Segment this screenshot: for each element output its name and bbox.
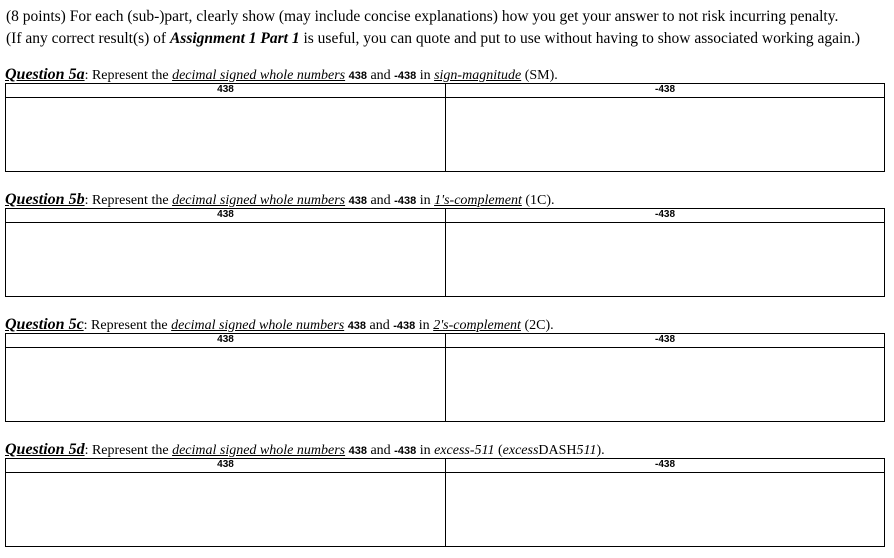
- answer-cell-negative[interactable]: [446, 223, 884, 296]
- answer-table-header: [6, 84, 884, 98]
- heading-representation: sign-magnitude: [434, 68, 522, 83]
- question-5d-heading: [5, 442, 885, 458]
- answer-cell-positive[interactable]: [6, 348, 446, 421]
- heading-representation: 2's-complement: [433, 318, 521, 333]
- answer-table-body: [6, 98, 884, 171]
- answer-table-5c: [5, 333, 885, 422]
- heading-phrase: decimal signed whole numbers: [172, 443, 346, 458]
- heading-in: in: [415, 318, 434, 333]
- answer-table-5d: [5, 458, 885, 547]
- heading-and: and: [366, 318, 394, 333]
- heading-abbreviation-part-3: 511: [576, 443, 597, 458]
- column-header-negative: -438: [654, 84, 675, 95]
- answer-table-header: [6, 209, 884, 223]
- question-5b-section: [5, 192, 885, 297]
- heading-abbreviation-open: (: [494, 443, 503, 458]
- answer-cell-positive[interactable]: [6, 98, 446, 171]
- heading-text: : Represent the: [83, 318, 172, 333]
- question-5c-section: [5, 317, 885, 422]
- question-5b-heading: [5, 192, 885, 208]
- column-header-positive: 438: [6, 209, 446, 222]
- answer-table-5b: [5, 208, 885, 297]
- heading-phrase: decimal signed whole numbers: [172, 193, 346, 208]
- column-header-negative: -438: [654, 459, 675, 470]
- question-5a-heading: [5, 67, 885, 83]
- column-header-negative: -438: [654, 209, 675, 220]
- heading-number-positive: 438: [348, 445, 367, 457]
- heading-representation: excess-511: [434, 443, 495, 458]
- answer-cell-negative[interactable]: [446, 473, 884, 546]
- heading-abbreviation-close: ).: [596, 443, 605, 458]
- answer-table-header: [6, 334, 884, 348]
- heading-and: and: [366, 68, 395, 83]
- question-5a-label: Question 5a: [5, 66, 85, 83]
- question-5c-label: Question 5c: [5, 316, 84, 333]
- question-5d-label: Question 5d: [5, 441, 85, 458]
- assignment-reference: Assignment 1 Part 1: [169, 30, 300, 47]
- question-5c-heading: [5, 317, 885, 333]
- heading-number-negative: -438: [394, 70, 417, 82]
- heading-and: and: [366, 443, 395, 458]
- answer-table-5a: [5, 83, 885, 172]
- instructions-line-2-post: is useful, you can quote and put to use without having to show associated working again.): [299, 30, 861, 47]
- heading-text: : Represent the: [84, 68, 173, 83]
- heading-abbreviation: (SM).: [521, 68, 558, 83]
- heading-representation: 1's-complement: [434, 193, 522, 208]
- heading-phrase: decimal signed whole numbers: [172, 68, 346, 83]
- column-header-positive: 438: [6, 84, 446, 97]
- heading-in: in: [416, 443, 435, 458]
- instructions-line-2: [6, 28, 890, 50]
- heading-and: and: [366, 193, 395, 208]
- heading-number-negative: -438: [393, 320, 416, 332]
- heading-number-positive: 438: [348, 195, 367, 207]
- column-header-positive: 438: [6, 459, 446, 472]
- heading-abbreviation-part-2: DASH: [538, 443, 577, 458]
- heading-phrase: decimal signed whole numbers: [171, 318, 345, 333]
- answer-cell-positive[interactable]: [6, 223, 446, 296]
- answer-table-body: [6, 473, 884, 546]
- heading-in: in: [416, 193, 435, 208]
- question-5d-section: [5, 442, 885, 547]
- answer-table-header: [6, 459, 884, 473]
- column-header-positive: 438: [6, 334, 446, 347]
- heading-text: : Represent the: [84, 443, 173, 458]
- question-5a-section: [5, 67, 885, 172]
- heading-number-positive: 438: [348, 70, 367, 82]
- column-header-negative: -438: [654, 334, 675, 345]
- answer-table-body: [6, 223, 884, 296]
- answer-cell-negative[interactable]: [446, 348, 884, 421]
- heading-number-positive: 438: [347, 320, 367, 332]
- instructions-line-2-pre: (If any correct result(s) of: [6, 30, 170, 47]
- instructions: [6, 6, 890, 50]
- heading-abbreviation-part-1: excess: [502, 443, 539, 458]
- question-5b-label: Question 5b: [5, 191, 85, 208]
- answer-cell-positive[interactable]: [6, 473, 446, 546]
- heading-abbreviation: (1C).: [521, 193, 555, 208]
- instructions-line-1: (8 points) For each (sub-)part, clearly show (may include concise explanations) how you get your answer to not risk incurring penalty.: [6, 8, 839, 25]
- heading-number-negative: -438: [394, 195, 417, 207]
- heading-in: in: [416, 68, 435, 83]
- heading-abbreviation: (2C).: [520, 318, 554, 333]
- heading-number-negative: -438: [394, 445, 417, 457]
- answer-cell-negative[interactable]: [446, 98, 884, 171]
- heading-text: : Represent the: [84, 193, 173, 208]
- answer-table-body: [6, 348, 884, 421]
